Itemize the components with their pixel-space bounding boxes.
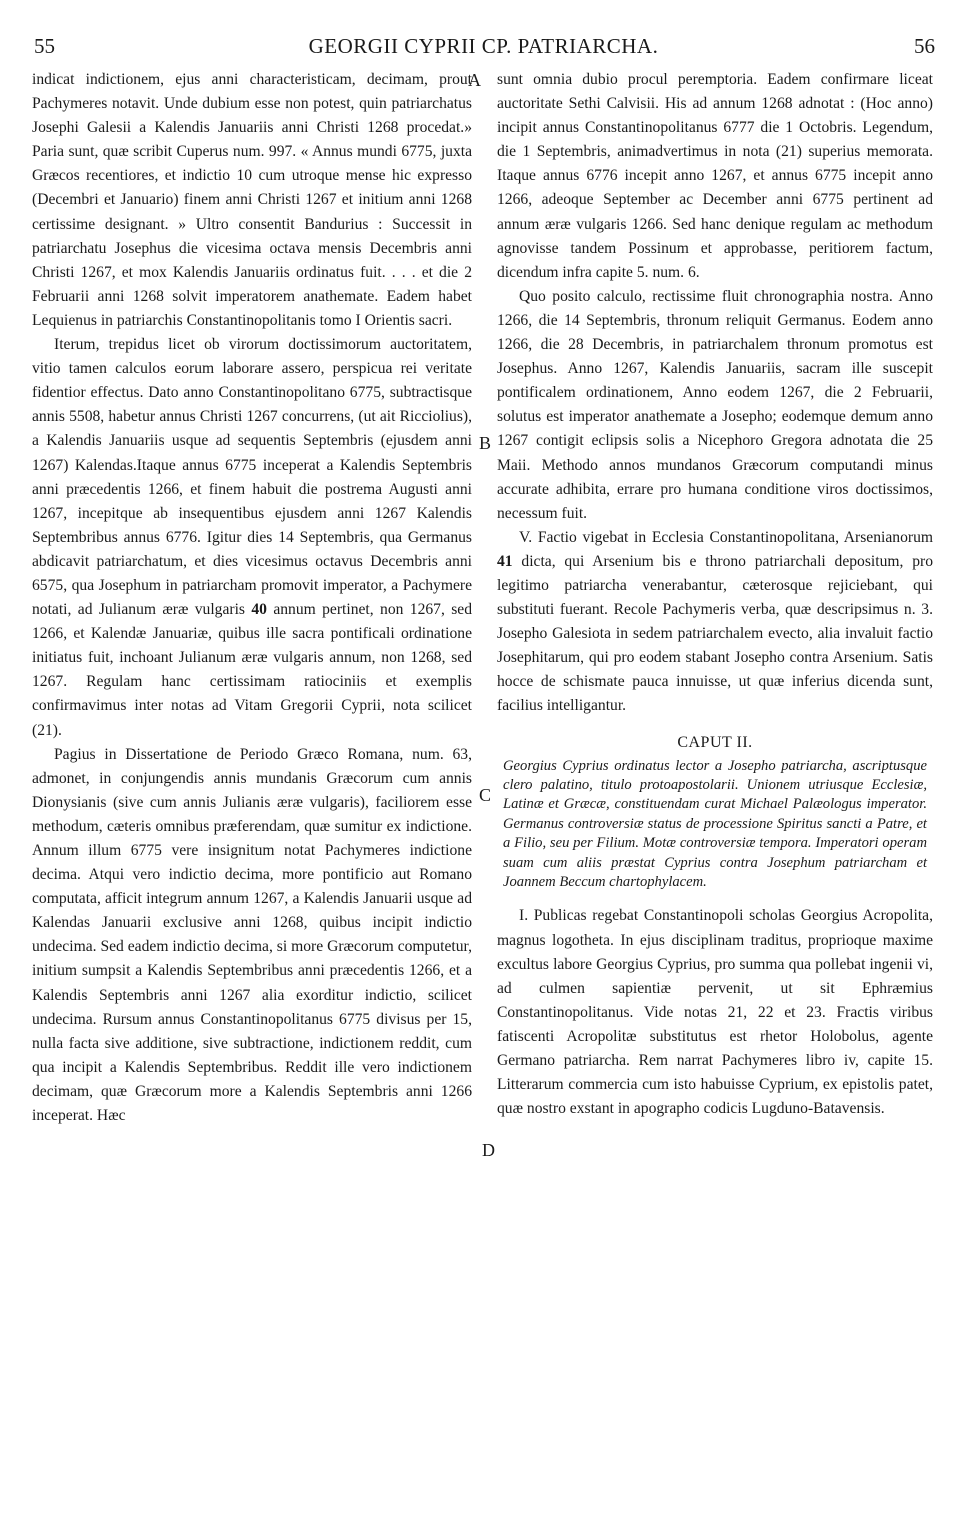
paragraph-text: annum pertinet, non 1267, sed 1266, et Kalendæ Januariæ, quibus ille sacra pontificali ordinatione initiatus fuit, inchoant Julianum æræ vulgaris annum, non 1268, sed 1267. Regulam hanc certissimam ratiociniis et exemplis confirmavimus inter notas ad Vitam Gregorii Cyprii, nota scilicet (21). bbox=[32, 601, 473, 739]
running-header bbox=[30, 34, 937, 60]
column-number: 41 bbox=[497, 552, 513, 570]
paragraph: Pagius in Dissertatione de Periodo Græco Romana, num. 63, admonet, in conjungendis annis mundanis Græcorum cum annis Dionysianis (sive cum annis Julianis æræ vulgaris), faciliorem esse methodum, cæteris omnibus præferendam, quæ sumitur ex indictione. Annum illum 6775 vere insignitum notat Pachymeres indictione decima. Atqui vero indictio decima, more pontificio aut Romano computata, afficit integrum annum 1267, a Kalendis Januarii usque ad Kalendas Januarii exclusive anni 1268, quibus incipit indictio undecima. Sed eadem indictio decima, si more Græcorum computetur, initium sumpsit a Kalendis Septembribus anni præcedentis 1266, et a Kalendis Septembris anni 1267 alia exorditur indictio, scilicet undecima. Rursum annus Constantinopolitanus 6775 divisus per 15, nulla facta sive additione, sive subtractione, indictionem reddit, cum qua incipit a Kalendis Septembribus. Reddit ille vero indictionem decimam, quæ Græcorum more a Kalendis Septembris anni 1266 inceperat. Hæc bbox=[32, 745, 472, 1125]
paragraph: sunt omnia dubio procul peremptoria. Eadem confirmare liceat auctoritate Sethi Calvisii. His ad annum 1268 adnotat : (Hoc anno) incipit annus Constantinopolitanus 6777 die 1 Octobris. Legendum, die 1 Septembris, animadvertimus in nota (21) superius memorata. Itaque annus 6776 incepit anno 1267, et annus 6775 incepit anno 1266, adeoque September ac December anni 6775 pertinent ad annum æræ vulgaris 1266. Sed hanc denique regulam ac methodum agnovisse tandem Possinum et approbasse, peritiorem factum, dicendum infra capite 5. num. 6. bbox=[497, 71, 933, 281]
margin-letter-a: A bbox=[468, 70, 481, 90]
chapter-heading: CAPUT II. bbox=[677, 733, 753, 751]
paragraph bbox=[32, 333, 472, 743]
column-number: 40 bbox=[251, 601, 267, 619]
paragraph: indicat indictionem, ejus anni characteristicam, decimam, prout Pachymeres notavit. Unde dubium esse non potest, quin patriarchatus Josephi Galesii a Kalendis Januariis anni Christi 1268 procedat.» Paria sunt, quæ scribit Cuperus num. 997. « Annus mundi 6775, juxta Græcos recentiores, et indictio 10 cum utroque mense hic expresso (Decembri et Januario) finem anni Christi 1267 et initium anni 1268 certissime designant. » Ultro consentit Bandurius : Successit in patriarchatu Josephus die vicesima octava mensis Decembris anni Christi 1267, et mox Kalendis Januariis ordinatus fuit. . . . et die 2 Februarii anni 1268 solvit imperatorem anathemate. Eadem habet Lequienus in patriarchis Constantinopolitanis tomo I Orientis sacri. bbox=[32, 71, 472, 329]
margin-letter-c: C bbox=[479, 785, 492, 805]
page-number-left: 55 bbox=[34, 34, 55, 58]
margin-letter-d: D bbox=[482, 1140, 495, 1160]
margin-letter-b: B bbox=[479, 433, 492, 453]
running-title: GEORGII CYPRII CP. PATRIARCHA. bbox=[308, 34, 659, 58]
paragraph: I. Publicas regebat Constantinopoli scholas Georgius Acropolita, magnus logotheta. In ejus disciplinam traditus, proprioque maxime excultus labore Georgius Cyprius, pro summa qua pollebat ingenii vi, ad culmen sapientiæ pervenit, ut sit Ephræmius Constantinopolitanus. Vide notas 21, 22 et 23. Fractis viribus fatiscenti Acropolitæ substitutus est rhetor Holobolus, agente Germano patriarcha. Rem narrat Pachymeres libro iv, capite 15. Litterarum commercia cum isto habuisse Cyprium, ex epistolis patet, quæ nostro exstant in apographo codicis Lugduno-Batavensis. bbox=[497, 907, 933, 1118]
paragraph bbox=[497, 526, 933, 719]
paragraph: Quo posito calculo, rectissime fluit chronographia nostra. Anno 1266, die 14 Septembris, thronum reliquit Germanus. Eodem anno 1266, die 28 Decembris, in patriarchalem thronum promotus est Josephus. Anno 1267, Kalendis Januariis, sacram ille suscepit pontificalem ordinationem, Anno eodem 1267, die 2 Februarii, solutus est imperator anathemate a Josepho; eodemque demum anno 1267 contigit eclipsis solis a Nicephoro Gregora adnotata die 25 Maii. Methodo annos mundanos Græcorum computandi minus accurate adhibita, errare pro humana conditione viros doctissimos, necessum fuit. bbox=[497, 287, 933, 522]
paragraph-text: Iterum, trepidus licet ob virorum doctissimorum auctoritatem, vitio tamen calculos eorum laborare assero, perspicua rei veritate fidentior effectus. Dato anno Constantinopolitano 6775, subtractisque annis 5508, habetur annus Christi 1267 concurrens, (ut ait Ricciolius), a Kalendis Januariis usque ad sequentis Septembris (ejusdem anni 1267) Kalendas.Itaque annus 6775 inceperat a Kalendis Septembris anni præcedentis 1266, et finem habuit die postrema Augusti anni 1267, incepitque ab insequentibus ejusdem anni 1267 Kalendis Septembribus annus 6776. Igitur dies 14 Septembris, qua Germanus abdicavit patriarchatum, et dies vicesimus octavus Decembris anni 6575, qua Josephum in patriarcham promovit imperator, a Pachymere notati, ad Julianum æræ vulgaris bbox=[32, 336, 472, 619]
left-column bbox=[32, 68, 472, 1128]
page-number-right: 56 bbox=[914, 34, 935, 58]
right-column bbox=[497, 68, 933, 1121]
paragraph-text: V. Factio vigebat in Ecclesia Constantinopolitana, Arsenianorum bbox=[519, 528, 933, 546]
paragraph-text: dicta, qui Arsenium bis e throno patriarchali depositum, pro legitimo patriarcha venerabantur, cæterosque rejiciebant, qui substituti fuerant. Recole Pachymeris verba, quæ descripsimus n. 3. Josepho Galesiota in sedem patriarchalem evecto, alia invaluit factio Josephitarum, qui pro eodem stabant Josepho contra Arsenium. Satis hocce de schismate pauca innuisse, ut quæ inferius dicenda sunt, facilius intelligantur. bbox=[497, 552, 933, 715]
chapter-summary: Georgius Cyprius ordinatus lector a Josepho patriarcha, ascriptusque clero palatino, titulo protoapostolarii. Unionem utriusque Ecclesiæ, Latinæ et Græcæ, constituendam curat Michael Palæologus imperator. Germanus controversiæ status de processione Spiritus sancti a Patre, et a Filio, seu per Filium. Motæ controversiæ tempora. Imperatori operam suam cum aliis præstat Cyprius contra Josephum patriarcham et Joannem Beccum chartophylacem. bbox=[503, 757, 927, 891]
